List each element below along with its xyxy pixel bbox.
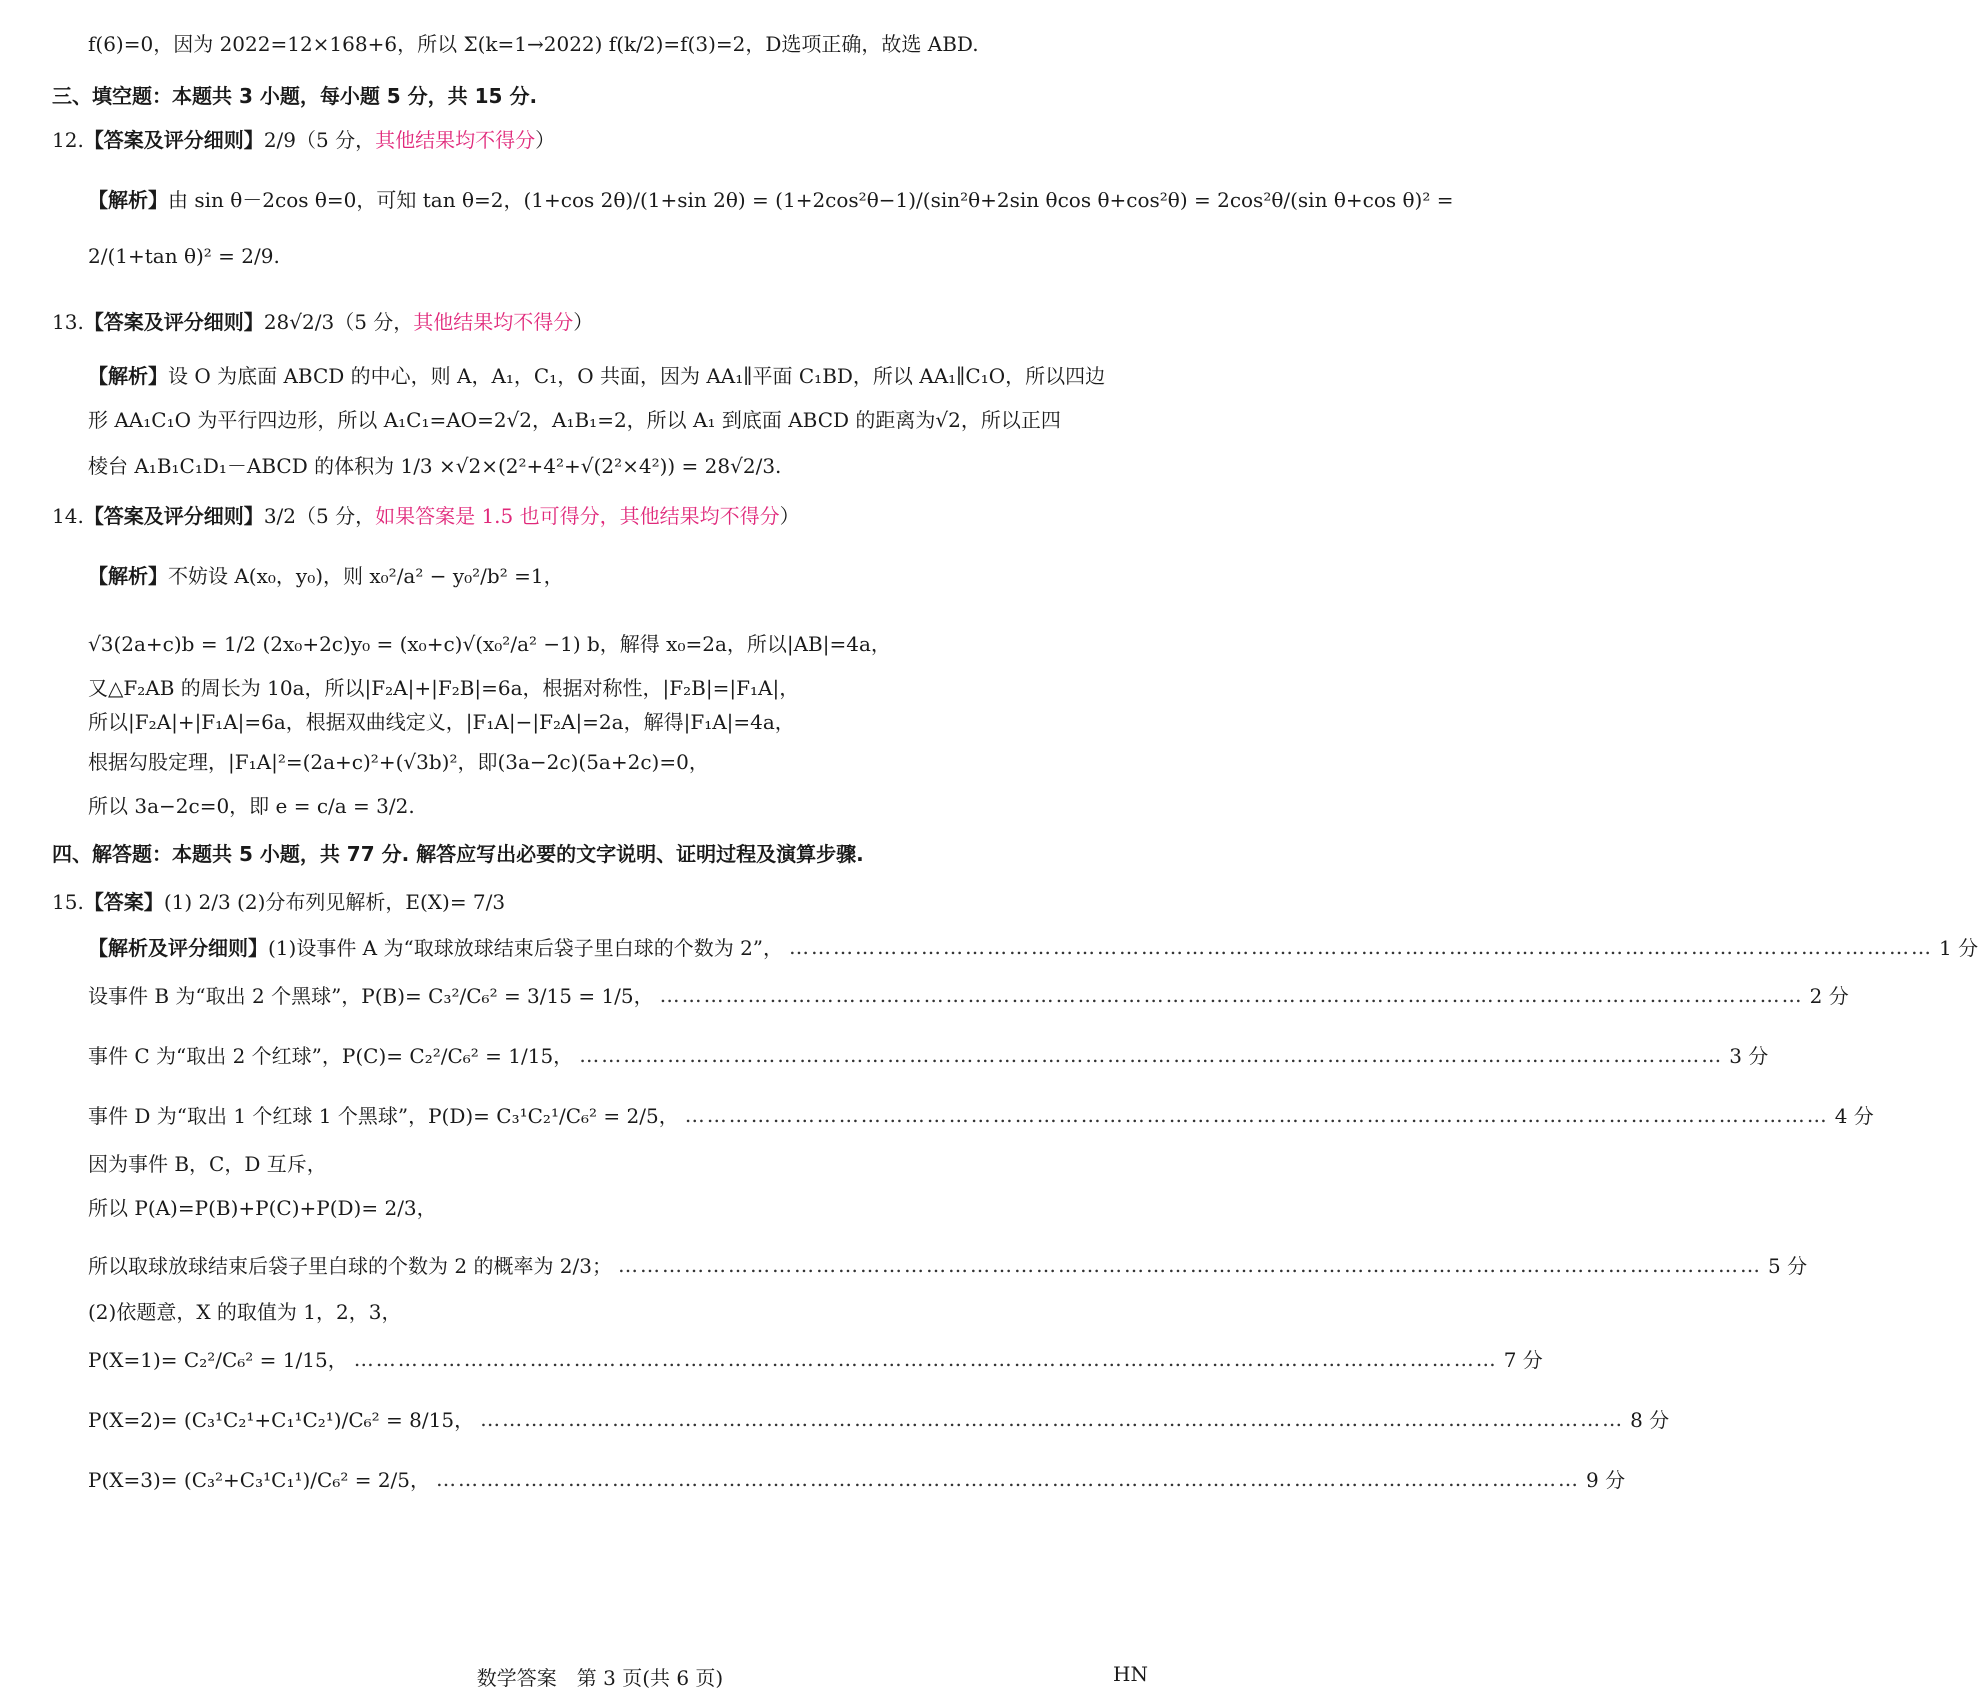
text-line: 所以|F₂A|+|F₁A|=6a，根据双曲线定义，|F₁A|−|F₂A|=2a，解得|F₁A|=4a， — [88, 710, 795, 734]
scored-line: 事件 D 为“取出 1 个红球 1 个黑球”，P(D)= C₃¹C₂¹/C₆² = 2/5， ………………………………………………………………………………………………………………………………………… 4 分 — [88, 1100, 1154, 1129]
text-line: 所以 P(A)=P(B)+P(C)+P(D)= 2/3， — [88, 1196, 437, 1220]
score: 9 分 — [1586, 1468, 1626, 1492]
answer-line-13: 13.【答案及评分细则】28√2/3（5 分，其他结果均不得分） — [52, 310, 594, 334]
text-line: 因为事件 B，C，D 互斥， — [88, 1152, 327, 1176]
section-heading: 四、解答题：本题共 5 小题，共 77 分. 解答应写出必要的文字说明、证明过程及演算步骤. — [52, 842, 864, 866]
solution-line: 【解析】由 sin θ－2cos θ=0，可知 tan θ=2，(1+cos 2θ)/(1+sin 2θ) = (1+2cos²θ−1)/(sin²θ+2sin θcos θ+cos²θ) = 2cos²θ/(sin θ+cos θ)² = — [88, 188, 1454, 212]
leader-dots: ………………………………………………………………………………………………………………………………………… — [789, 934, 1934, 959]
score: 7 分 — [1503, 1348, 1543, 1372]
text-line: √3(2a+c)b = 1/2 (2x₀+2c)y₀ = (x₀+c)√(x₀²/a² −1) b，解得 x₀=2a，所以|AB|=4a， — [88, 632, 891, 656]
scored-line: 所以取球放球结束后袋子里白球的个数为 2 的概率为 2/3； ………………………………………………………………………………………………………………………………………… 5 分 — [88, 1250, 1154, 1279]
solution-line: 【解析】设 O 为底面 ABCD 的中心，则 A，A₁，C₁，O 共面，因为 AA₁∥平面 C₁BD，所以 AA₁∥C₁O，所以四边 — [88, 364, 1106, 388]
scored-line: P(X=3)= (C₃²+C₃¹C₁¹)/C₆² = 2/5， ………………………………………………………………………………………………………………………………………… 9 分 — [88, 1464, 1154, 1493]
scored-line: 设事件 B 为“取出 2 个黑球”，P(B)= C₃²/C₆² = 3/15 = 1/5， ………………………………………………………………………………………………………………………………………… 2 分 — [88, 980, 1154, 1009]
scoring-note: 其他结果均不得分 — [375, 128, 536, 152]
leader-dots: ………………………………………………………………………………………………………………………………………… — [684, 1102, 1829, 1127]
text-line: 棱台 A₁B₁C₁D₁－ABCD 的体积为 1/3 ×√2×(2²+4²+√(2²×4²)) = 28√2/3. — [88, 454, 782, 478]
scoring-note: 如果答案是 1.5 也可得分，其他结果均不得分 — [375, 504, 780, 528]
answer-line-14: 14.【答案及评分细则】3/2（5 分，如果答案是 1.5 也可得分，其他结果均不得分） — [52, 504, 800, 528]
score: 8 分 — [1630, 1408, 1670, 1432]
leader-dots: ………………………………………………………………………………………………………………………………………… — [436, 1466, 1581, 1491]
scored-line: P(X=1)= C₂²/C₆² = 1/15， ………………………………………………………………………………………………………………………………………… 7 分 — [88, 1344, 1154, 1373]
score: 4 分 — [1834, 1104, 1874, 1128]
text-line: 又△F₂AB 的周长为 10a，所以|F₂A|+|F₂B|=6a，根据对称性，|F₂B|=|F₁A|， — [88, 676, 800, 700]
scored-line: 【解析及评分细则】 (1)设事件 A 为“取球放球结束后袋子里白球的个数为 2”， ………………………………………………………………………………………………………………………………………… 1 分 — [88, 932, 1154, 961]
answer-line-15: 15.【答案】(1) 2/3 (2)分布列见解析，E(X)= 7/3 — [52, 890, 506, 914]
score: 3 分 — [1729, 1044, 1769, 1068]
leader-dots: ………………………………………………………………………………………………………………………………………… — [353, 1346, 1498, 1371]
text-line: 所以 3a−2c=0，即 e = c/a = 3/2. — [88, 794, 415, 818]
text-line: f(6)=0，因为 2022=12×168+6，所以 Σ(k=1→2022) f(k/2)=f(3)=2，D选项正确，故选 ABD. — [88, 32, 979, 56]
text-line: 形 AA₁C₁O 为平行四边形，所以 A₁C₁=AO=2√2，A₁B₁=2，所以 A₁ 到底面 ABCD 的距离为√2，所以正四 — [88, 408, 1061, 432]
leader-dots: ………………………………………………………………………………………………………………………………………… — [617, 1252, 1762, 1277]
text-line: 根据勾股定理，|F₁A|²=(2a+c)²+(√3b)²，即(3a−2c)(5a+2c)=0， — [88, 750, 709, 774]
section-heading: 三、填空题：本题共 3 小题，每小题 5 分，共 15 分. — [52, 84, 538, 108]
scored-line: P(X=2)= (C₃¹C₂¹+C₁¹C₂¹)/C₆² = 8/15， ………………………………………………………………………………………………………………………………………… 8 分 — [88, 1404, 1154, 1433]
leader-dots: ………………………………………………………………………………………………………………………………………… — [579, 1042, 1724, 1067]
score: 2 分 — [1809, 984, 1849, 1008]
text-line: 2/(1+tan θ)² = 2/9. — [88, 244, 280, 268]
page-footer: 数学答案 第 3 页(共 6 页) — [476, 1666, 724, 1690]
region-tag: HN — [1113, 1662, 1148, 1686]
solution-line: 【解析】不妨设 A(x₀，y₀)，则 x₀²/a² − y₀²/b² =1， — [88, 564, 564, 588]
score: 5 分 — [1767, 1254, 1808, 1278]
leader-dots: ………………………………………………………………………………………………………………………………………… — [659, 982, 1804, 1007]
scored-line: 事件 C 为“取出 2 个红球”，P(C)= C₂²/C₆² = 1/15， ………………………………………………………………………………………………………………………………………… 3 分 — [88, 1040, 1154, 1069]
leader-dots: ………………………………………………………………………………………………………………………………………… — [480, 1406, 1625, 1431]
text-line: (2)依题意，X 的取值为 1，2，3， — [88, 1300, 402, 1324]
answer-line-12: 12.【答案及评分细则】2/9（5 分，其他结果均不得分） — [52, 128, 556, 152]
score: 1 分 — [1939, 936, 1978, 960]
scoring-note: 其他结果均不得分 — [413, 310, 574, 334]
